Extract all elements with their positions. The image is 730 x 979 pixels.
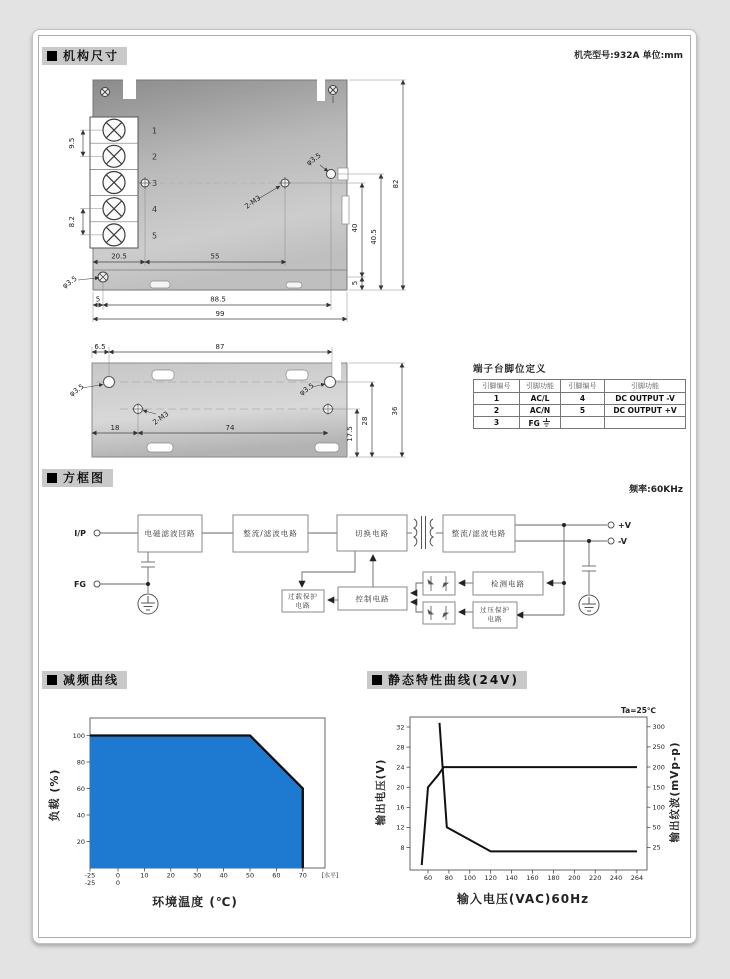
y-tick-label: 40 [76,811,85,820]
x-tick-label: 180 [547,874,560,882]
switching-label: 切换电路 [355,529,389,538]
pin-number: 3 [474,417,520,429]
section-title-static-curve [367,671,527,689]
pin-col-header: 引脚编号 [561,380,605,393]
dim-hole-bl: φ3.5 [61,274,79,291]
x-tick-label: 100 [463,874,477,882]
input-terminal-label: I/P [74,529,86,538]
static-curve-chart [363,695,691,930]
dim-height: 82 [392,179,400,189]
y-axis-right-label: 输出纹波(mVp-p) [669,741,681,843]
overload-label-1: 过载保护 [288,592,318,601]
y-right-tick-label: 100 [652,803,665,812]
temperature-note: Ta=25℃ [620,706,656,715]
rectifier1-label: 整流/滤波电路 [243,529,298,538]
y-axis-label: 负载 (%) [48,768,61,822]
x-tick-label: 240 [609,874,623,882]
x-tick-label-row2: -25 [84,879,96,887]
section-title-text: 减频曲线 [63,673,120,687]
dim-hole-r: φ3.5 [298,381,316,398]
pin-definition [473,361,686,429]
y-left-tick-label: 28 [396,743,405,752]
pin-col-header: 引脚功能 [520,380,561,393]
pin-number: 1 [474,393,520,405]
ovp-label-2: 电路 [487,615,503,623]
y-tick-label: 80 [76,758,85,767]
dim-pitch-a: 9.5 [68,137,76,149]
control-label: 控制电路 [355,594,390,604]
terminal-block [90,117,138,248]
y-left-tick-label: 20 [396,783,405,792]
dim-h2: 40 [351,223,359,233]
x-axis-note: [水平] [321,872,339,880]
dim-width: 99 [215,310,225,318]
x-tick-label-row2: 0 [115,879,121,887]
table-row [474,405,686,417]
terminal-number: 3 [152,178,158,188]
dim-height: 36 [391,406,399,416]
x-tick-label: 50 [245,871,255,880]
pin-function-fg [520,417,561,429]
dim-mount-span: 88.5 [210,295,226,304]
derating-chart [38,695,368,930]
ovp-label-1: 过压保护 [480,606,510,614]
y-right-tick-label: 50 [652,823,661,832]
fg-label: FG [528,418,540,428]
y-left-tick-label: 8 [400,843,405,852]
terminal-number: 1 [152,126,158,136]
dim-span: 87 [215,343,225,351]
x-tick-label: 120 [484,874,497,882]
section-title-mechanical [42,47,127,65]
x-tick-label: 40 [219,871,228,880]
pin-col-header: 引脚功能 [605,380,686,393]
rectifier2-label: 整流/滤波电路 [451,529,507,538]
y-tick-label: 20 [76,837,85,846]
y-right-tick-label: 300 [652,723,665,732]
dim-screw: 2-M3 [243,194,263,211]
y-right-tick-label: 25 [652,843,661,852]
section-title-block-diagram [42,469,113,487]
pin-table-title: 端子台脚位定义 [473,364,547,375]
y-right-tick-label: 250 [652,743,665,752]
detection-label: 检测电路 [491,579,525,589]
section-title-text: 机构尺寸 [63,49,120,63]
y-left-tick-label: 16 [396,803,405,812]
terminal-number: 5 [152,231,158,241]
pin-number: 2 [474,405,520,417]
emi-filter-label: 电磁滤波回路 [144,529,196,538]
x-axis-label: 环境温度 (℃) [152,895,238,909]
dim-h3: 5 [351,280,359,286]
output-pos-label: +V [618,521,631,530]
plot-area [410,717,647,870]
dim-off: 18 [110,424,120,432]
square-bullet-icon [47,675,57,685]
block-diagram [60,500,660,650]
dim-h1: 40.5 [370,229,378,245]
dim-hole-span: 55 [210,252,220,261]
frequency-note: 频率:60KHz [629,485,683,495]
y-axis-left-label: 输出电压(V) [375,758,387,826]
mechanical-top-view [55,65,420,330]
dim-h1: 17.5 [346,426,354,442]
table-row [474,417,686,429]
square-bullet-icon [372,675,382,685]
terminal-screw-icon [103,119,125,246]
x-tick-label: 60 [423,874,433,882]
x-tick-label: 200 [568,874,581,882]
dim-h2: 28 [361,416,369,426]
pin-function [605,417,686,429]
pin-function: DC OUTPUT -V [605,393,686,405]
section-title-derating [42,671,127,689]
y-left-tick-label: 24 [396,763,405,772]
pin-number [561,417,605,429]
dim-mid-span: 74 [225,424,235,432]
y-left-tick-label: 12 [396,823,405,832]
x-tick-label: -25 [84,871,96,880]
x-tick-label: 0 [115,871,121,880]
terminal-number: 4 [152,205,158,215]
dim-screw: 2-M3 [151,410,171,427]
x-tick-label: 60 [272,871,281,880]
y-tick-label: 60 [76,784,85,793]
terminal-number: 2 [152,152,158,162]
pin-function: DC OUTPUT +V [605,405,686,417]
y-right-tick-label: 200 [652,763,665,772]
x-tick-label: 10 [140,871,149,880]
pin-function: AC/L [520,393,561,405]
square-bullet-icon [47,473,57,483]
section-title-text: 静态特性曲线(24V) [388,673,519,687]
x-tick-label: 264 [630,874,644,882]
dim-hole-tr: φ3.5 [305,151,323,168]
transformer-icon [414,516,433,549]
x-tick-label: 80 [444,874,454,882]
bracket-body [92,361,347,457]
x-tick-label: 140 [505,874,518,882]
pin-number: 5 [561,405,605,417]
x-tick-label: 220 [588,874,602,882]
pin-table [473,379,686,429]
table-row [474,393,686,405]
dim-edge: 5 [95,295,101,304]
dim-hole-l: φ3.5 [68,382,86,399]
y-left-tick-label: 32 [396,723,405,732]
output-neg-label: -V [618,537,627,546]
x-tick-label: 70 [298,871,307,880]
dim-pitch-b: 8.2 [68,216,76,228]
fg-terminal-label: FG [73,580,86,589]
pin-number: 4 [561,393,605,405]
dim-offset: 20.5 [111,252,127,261]
x-tick-label: 30 [193,871,202,880]
section-title-text: 方框图 [63,471,106,485]
x-tick-label: 20 [166,871,175,880]
y-tick-label: 100 [72,731,85,740]
ground-icon [542,418,551,427]
dim-left: 6.5 [94,343,106,351]
overload-label-2: 电路 [295,601,311,610]
x-axis-label: 输入电压(VAC)60Hz [456,892,590,906]
pin-col-header: 引脚编号 [474,380,520,393]
mechanical-side-view [55,335,420,470]
case-model-note: 机壳型号:932A 单位:mm [574,51,683,61]
square-bullet-icon [47,51,57,61]
y-right-tick-label: 150 [652,783,665,792]
x-tick-label: 160 [526,874,539,882]
pin-function: AC/N [520,405,561,417]
